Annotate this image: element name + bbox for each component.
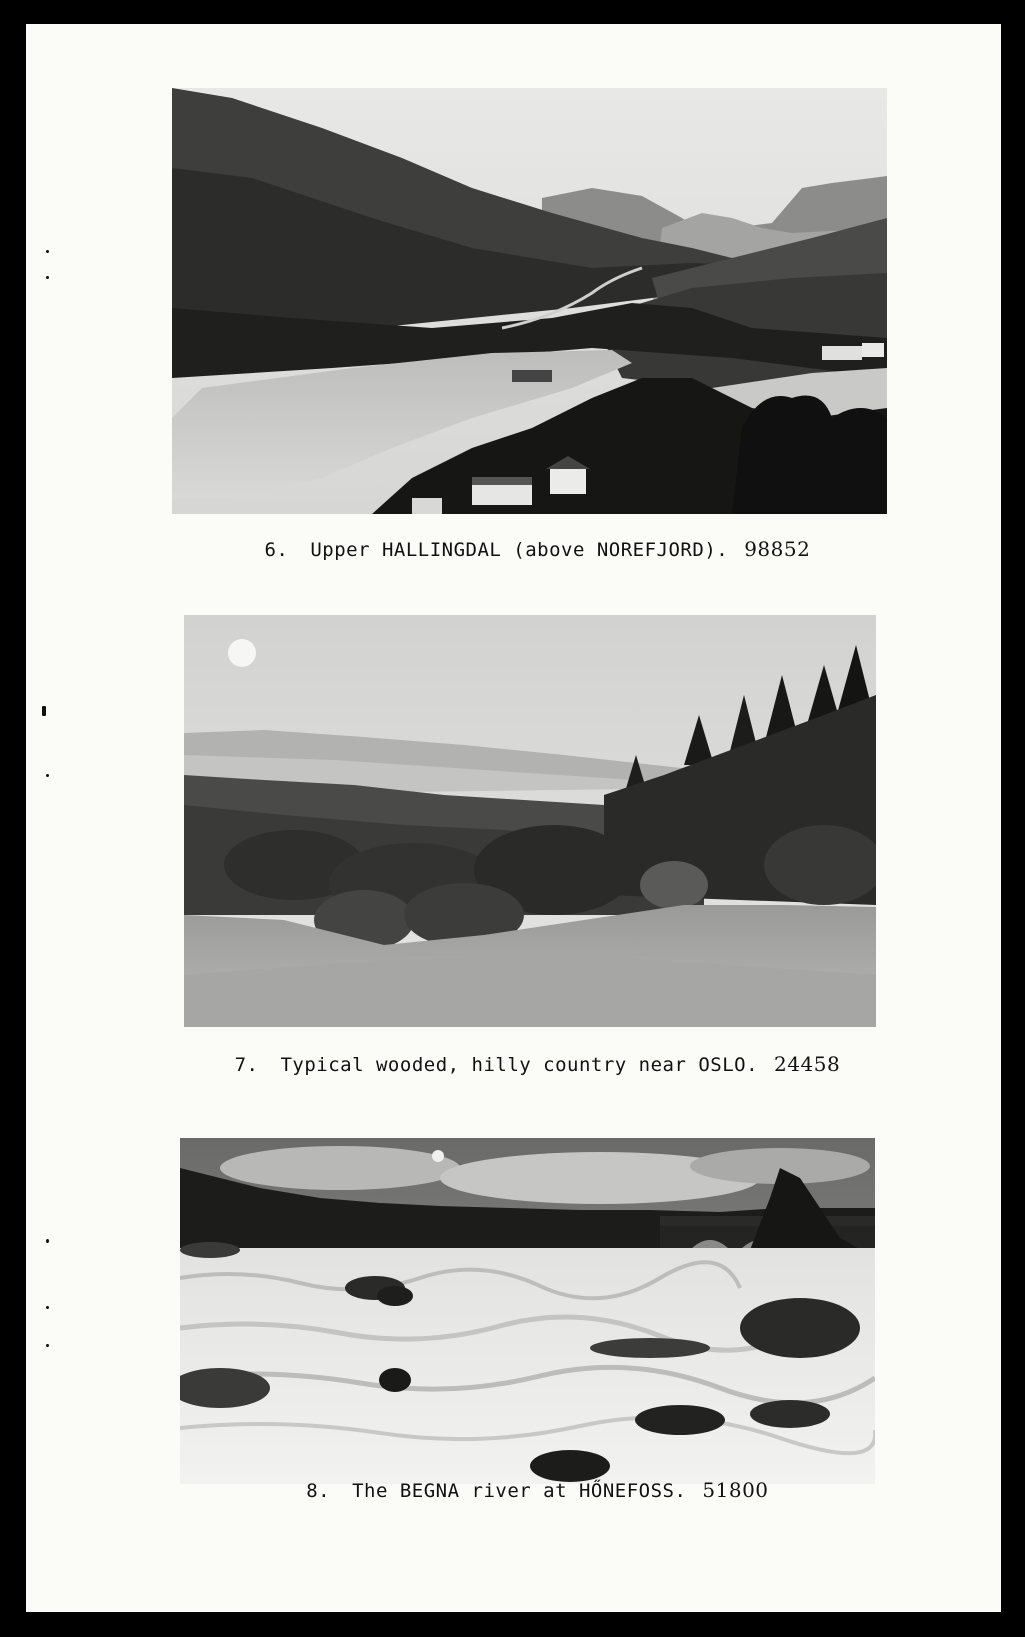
plate-number: 8. (306, 1480, 331, 1502)
document-page (26, 24, 1001, 1612)
plate-number: 6. (264, 539, 289, 561)
catalog-number: 98852 (744, 537, 811, 561)
margin-speck (46, 1344, 49, 1347)
caption-text: Typical wooded, hilly country near OSLO. (280, 1054, 759, 1076)
margin-speck (46, 1239, 49, 1243)
forest-photo-image (184, 615, 876, 1027)
valley-photo-image (172, 88, 887, 514)
photo-6-caption (26, 515, 1001, 583)
catalog-number: 51800 (702, 1478, 769, 1502)
photo-7-caption (26, 1030, 1001, 1098)
photo-wooded-country-oslo (184, 615, 876, 1027)
river-rapids-photo-image (180, 1138, 875, 1484)
margin-speck (46, 250, 49, 253)
margin-speck (46, 774, 49, 777)
margin-speck (46, 1306, 49, 1309)
photo-8-caption (26, 1456, 1001, 1524)
photo-begna-river (180, 1138, 875, 1484)
catalog-number: 24458 (774, 1052, 841, 1076)
caption-text: The BEGNA river at HŐNEFOSS. (352, 1480, 687, 1502)
plate-number: 7. (234, 1054, 259, 1076)
margin-speck (42, 706, 46, 716)
caption-text: Upper HALLINGDAL (above NOREFJORD). (310, 539, 729, 561)
margin-speck (46, 276, 49, 279)
photo-upper-hallingdal (172, 88, 887, 514)
